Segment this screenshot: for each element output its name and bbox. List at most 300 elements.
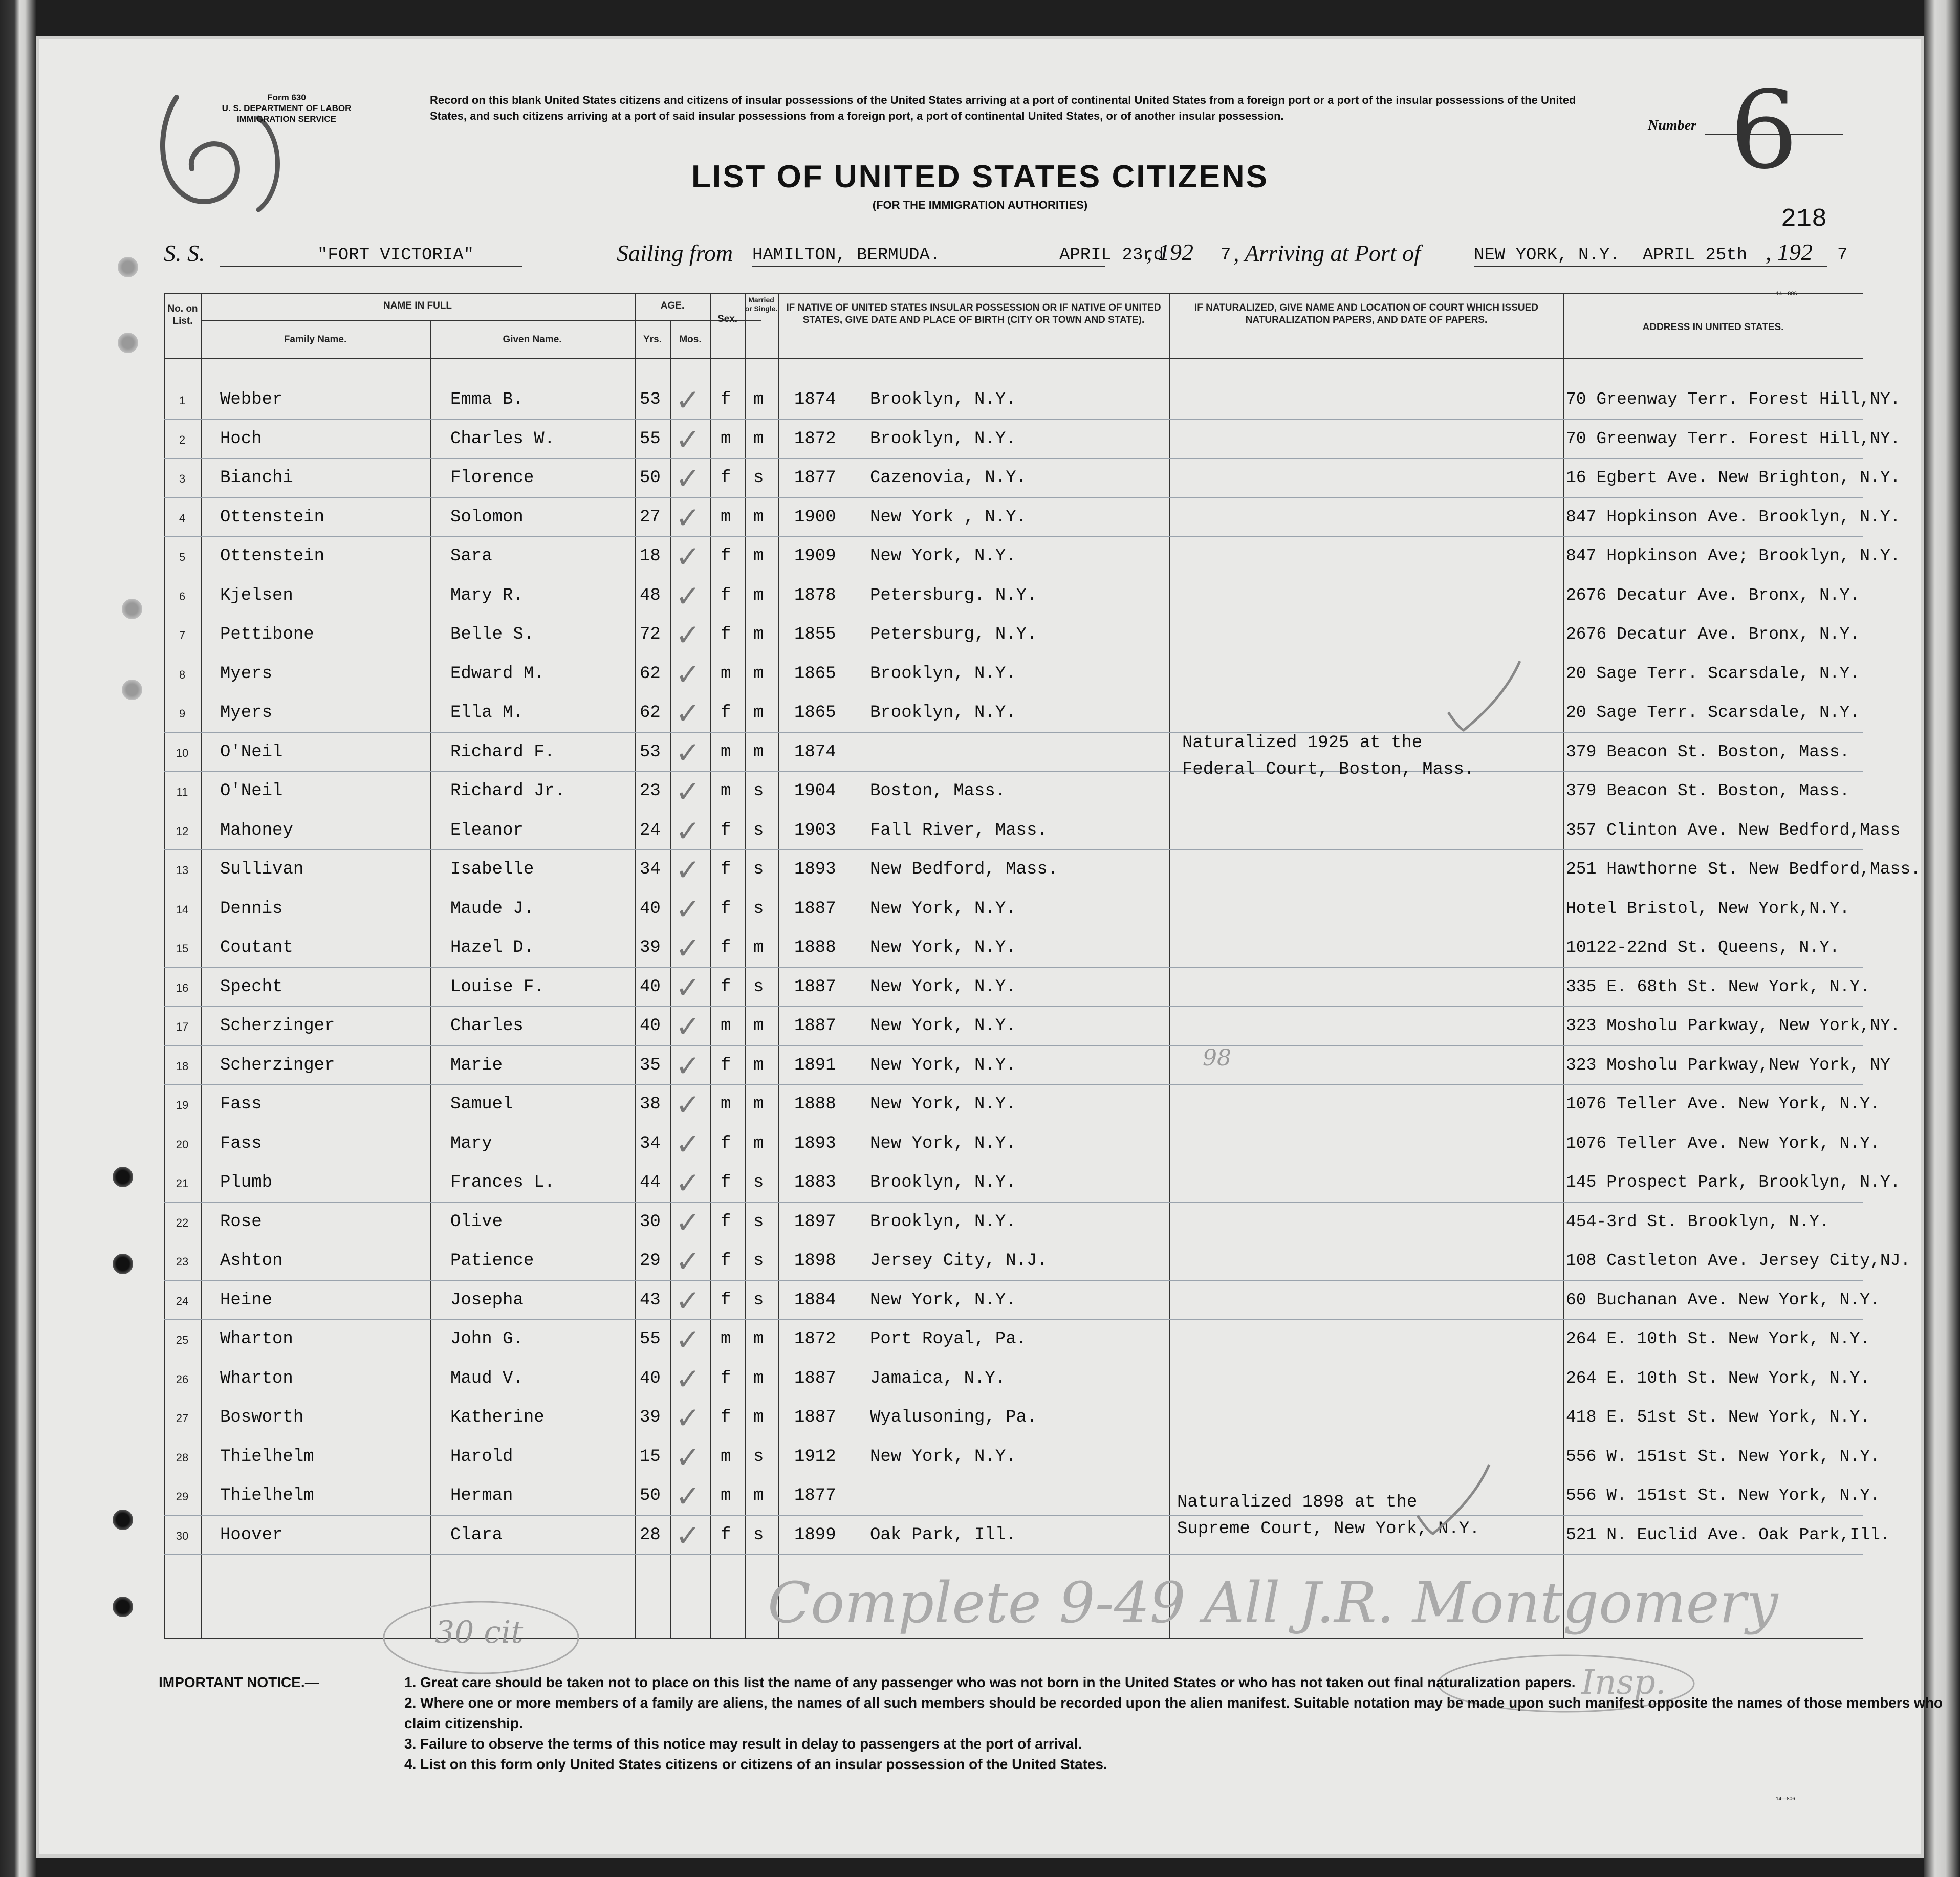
ruled-line — [164, 967, 1863, 968]
naturalized-note-1-line1: Naturalized 1925 at the — [1182, 733, 1423, 753]
cell-given: John G. — [450, 1329, 524, 1349]
cell-address: 521 N. Euclid Ave. Oak Park,Ill. — [1566, 1525, 1890, 1544]
cell-family: Scherzinger — [220, 1016, 335, 1036]
cell-place: New York, N.Y. — [870, 1095, 1016, 1114]
col-line-7 — [778, 293, 779, 1638]
cell-sex: f — [721, 390, 731, 409]
cell-address: 847 Hopkinson Ave. Brooklyn, N.Y. — [1566, 507, 1901, 527]
cell-given: Samuel — [450, 1095, 513, 1114]
table-top-border — [164, 293, 1863, 294]
row-number: 3 — [179, 472, 186, 485]
signature-text: Complete 9-49 All J.R. Montgomery — [768, 1570, 1778, 1635]
punch-hole — [118, 333, 138, 353]
notice-label: IMPORTANT NOTICE.— — [159, 1674, 319, 1690]
col-line-1 — [201, 293, 202, 1638]
cell-family: Plumb — [220, 1173, 273, 1192]
col-line-6 — [745, 293, 746, 1638]
col-line-8 — [1169, 293, 1170, 1638]
cell-ms: s — [753, 899, 764, 919]
punch-hole — [118, 257, 138, 277]
cell-place: Oak Park, Ill. — [870, 1525, 1016, 1545]
cell-sex: m — [721, 1095, 731, 1114]
ruled-line — [164, 419, 1863, 420]
cell-sex: f — [721, 625, 731, 644]
header-birth: IF NATIVE OF UNITED STATES INSULAR POSSESSION OR IF NATIVE OF UNITED STATES, GIVE DATE AND PLACE OF BIRTH (CITY OR TOWN AND STATE). — [786, 302, 1161, 325]
cell-year: 1883 — [794, 1173, 836, 1192]
check-mark: ✓ — [676, 578, 701, 614]
page-edge — [1924, 0, 1960, 1877]
cell-ms: m — [753, 703, 764, 723]
cell-sex: m — [721, 1016, 731, 1036]
cell-place: Petersburg. N.Y. — [870, 585, 1037, 605]
cell-yrs: 39 — [640, 938, 661, 957]
cell-yrs: 40 — [640, 977, 661, 997]
header-married-single: Married or Single. — [745, 296, 778, 313]
cell-given: Herman — [450, 1486, 513, 1505]
row-number: 14 — [176, 903, 189, 916]
punch-hole — [122, 680, 142, 700]
cell-sex: f — [721, 1290, 731, 1310]
cell-given: Edward M. — [450, 664, 545, 684]
cell-place: Cazenovia, N.Y. — [870, 468, 1027, 488]
cell-address: 357 Clinton Ave. New Bedford,Mass — [1566, 820, 1901, 840]
cell-yrs: 72 — [640, 625, 661, 644]
row-number: 5 — [179, 551, 186, 563]
cell-yrs: 50 — [640, 1486, 661, 1505]
cell-place: Boston, Mass. — [870, 781, 1006, 801]
row-number: 26 — [176, 1372, 189, 1386]
cell-family: Mahoney — [220, 820, 293, 840]
punch-hole — [113, 1254, 133, 1274]
cell-given: Florence — [450, 468, 534, 488]
ruled-line — [164, 1554, 1863, 1555]
cell-given: Louise F. — [450, 977, 545, 997]
cell-year: 1874 — [794, 742, 836, 762]
cell-sex: f — [721, 860, 731, 879]
cell-sex: f — [721, 1212, 731, 1232]
ruled-line — [164, 1319, 1863, 1320]
cell-family: Kjelsen — [220, 585, 293, 605]
check-mark: ✓ — [676, 539, 701, 574]
cell-year: 1878 — [794, 585, 836, 605]
arrival-date: APRIL 25th — [1643, 246, 1748, 265]
cell-family: Coutant — [220, 938, 293, 957]
ss-label: S. S. — [164, 240, 205, 266]
cell-address: 10122-22nd St. Queens, N.Y. — [1566, 938, 1840, 957]
cell-address: 60 Buchanan Ave. New York, N.Y. — [1566, 1290, 1880, 1309]
cell-place: New York , N.Y. — [870, 507, 1027, 527]
cell-address: 264 E. 10th St. New York, N.Y. — [1566, 1368, 1870, 1388]
cell-ms: m — [753, 1095, 764, 1114]
cell-given: Clara — [450, 1525, 503, 1545]
punch-hole — [122, 599, 142, 619]
cell-family: Ottenstein — [220, 547, 325, 566]
cell-place: Fall River, Mass. — [870, 820, 1048, 840]
cell-year: 1872 — [794, 429, 836, 449]
check-mark: ✓ — [676, 1439, 701, 1475]
header-family-name: Family Name. — [284, 334, 347, 345]
ship-details-line — [164, 230, 1848, 266]
check-mark: ✓ — [676, 1087, 701, 1122]
cell-family: Wharton — [220, 1368, 293, 1388]
cell-place: New York, N.Y. — [870, 1055, 1016, 1075]
notice-item-4: 4. List on this form only United States citizens or citizens of an insular possession of the United States. — [404, 1756, 1107, 1772]
punch-hole — [113, 1510, 133, 1530]
header-no-on-list: No. on List. — [167, 303, 198, 326]
check-mark: ✓ — [676, 774, 701, 809]
check-mark: ✓ — [676, 1283, 701, 1318]
cell-address: 418 E. 51st St. New York, N.Y. — [1566, 1408, 1870, 1427]
check-mark: ✓ — [676, 931, 701, 966]
cell-ms: m — [753, 625, 764, 644]
cell-place: New York, N.Y. — [870, 547, 1016, 566]
cell-given: Charles — [450, 1016, 524, 1036]
cell-address: 70 Greenway Terr. Forest Hill,NY. — [1566, 390, 1901, 409]
check-mark: ✓ — [676, 1009, 701, 1044]
cell-family: Heine — [220, 1290, 273, 1310]
cell-sex: m — [721, 429, 731, 449]
row-number: 2 — [179, 433, 186, 446]
cell-ms: m — [753, 742, 764, 762]
row-number: 27 — [176, 1412, 189, 1425]
cell-given: Josepha — [450, 1290, 524, 1310]
cell-family: Thielhelm — [220, 1486, 314, 1505]
row-number: 22 — [176, 1216, 189, 1229]
cell-address: 556 W. 151st St. New York, N.Y. — [1566, 1447, 1880, 1466]
cell-family: Dennis — [220, 899, 283, 919]
cell-yrs: 40 — [640, 1368, 661, 1388]
cell-place: Petersburg, N.Y. — [870, 625, 1037, 644]
check-mark: ✓ — [676, 657, 701, 692]
cell-family: Specht — [220, 977, 283, 997]
col-line-3 — [635, 293, 636, 1638]
cell-sex: f — [721, 1251, 731, 1271]
cell-sex: f — [721, 703, 731, 723]
cell-place: New York, N.Y. — [870, 1290, 1016, 1310]
col-line-2 — [430, 320, 431, 1638]
cell-yrs: 44 — [640, 1173, 661, 1192]
cell-yrs: 35 — [640, 1055, 661, 1075]
arrival-underline — [1474, 266, 1827, 267]
ruled-line — [164, 1084, 1863, 1085]
page-title: LIST OF UNITED STATES CITIZENS — [691, 159, 1269, 194]
row-number: 15 — [176, 942, 189, 955]
cell-given: Maud V. — [450, 1368, 524, 1388]
inspector-text: Insp. — [1581, 1663, 1666, 1702]
ruled-line — [164, 849, 1863, 850]
cell-address: 335 E. 68th St. New York, N.Y. — [1566, 977, 1870, 996]
col-line-9 — [1563, 293, 1564, 1638]
check-mark: ✓ — [676, 1048, 701, 1083]
cell-given: Solomon — [450, 507, 524, 527]
check-mark: ✓ — [676, 1361, 701, 1396]
check-mark: ✓ — [676, 853, 701, 887]
cell-yrs: 53 — [640, 390, 661, 409]
cell-ms: s — [753, 1251, 764, 1271]
sailing-label: Sailing from — [617, 240, 733, 266]
check-mark: ✓ — [676, 696, 701, 731]
cell-family: Pettibone — [220, 625, 314, 644]
cell-address: 264 E. 10th St. New York, N.Y. — [1566, 1329, 1870, 1348]
cell-address: 20 Sage Terr. Scarsdale, N.Y. — [1566, 703, 1860, 722]
arrival-port: NEW YORK, N.Y. — [1474, 246, 1620, 265]
cell-ms: m — [753, 1408, 764, 1427]
cell-ms: m — [753, 547, 764, 566]
cell-given: Emma B. — [450, 390, 524, 409]
cell-yrs: 43 — [640, 1290, 661, 1310]
cell-sex: m — [721, 1486, 731, 1505]
departure-year-digit: 7 — [1221, 246, 1231, 265]
notice-item-3: 3. Failure to observe the terms of this notice may result in delay to passengers at the port of arrival. — [404, 1736, 1082, 1752]
cell-address: 1076 Teller Ave. New York, N.Y. — [1566, 1133, 1880, 1153]
cell-year: 1872 — [794, 1329, 836, 1349]
row-number: 9 — [179, 707, 186, 720]
check-mark: ✓ — [676, 735, 701, 770]
cell-ms: s — [753, 977, 764, 997]
col-line-5 — [710, 293, 711, 1638]
cell-sex: m — [721, 664, 731, 684]
naturalized-note-1 — [1182, 730, 1474, 783]
arrival-year-prefix: , 192 — [1766, 239, 1813, 265]
cell-given: Richard Jr. — [450, 781, 565, 801]
cell-address: 2676 Decatur Ave. Bronx, N.Y. — [1566, 585, 1860, 605]
cell-ms: s — [753, 1525, 764, 1545]
page-subtitle: (FOR THE IMMIGRATION AUTHORITIES) — [872, 199, 1088, 211]
cell-address: 251 Hawthorne St. New Bedford,Mass. — [1566, 860, 1921, 879]
cell-yrs: 40 — [640, 1016, 661, 1036]
punch-hole — [113, 1597, 133, 1617]
cell-ms: m — [753, 1016, 764, 1036]
arrival-year-digit: 7 — [1837, 246, 1848, 265]
cell-family: Rose — [220, 1212, 262, 1232]
cell-family: Myers — [220, 664, 273, 684]
cell-place: Brooklyn, N.Y. — [870, 1173, 1016, 1192]
cell-yrs: 15 — [640, 1447, 661, 1467]
cell-family: Bosworth — [220, 1408, 304, 1427]
col-line-0 — [164, 293, 165, 1638]
cell-family: Thielhelm — [220, 1447, 314, 1467]
cell-given: Charles W. — [450, 429, 555, 449]
cell-yrs: 55 — [640, 429, 661, 449]
cell-address: 454-3rd St. Brooklyn, N.Y. — [1566, 1212, 1830, 1231]
cell-family: Scherzinger — [220, 1055, 335, 1075]
cell-yrs: 53 — [640, 742, 661, 762]
row-number: 7 — [179, 629, 186, 642]
binding-edge — [0, 0, 36, 1877]
cell-yrs: 48 — [640, 585, 661, 605]
row-number: 29 — [176, 1490, 189, 1503]
cell-address: 20 Sage Terr. Scarsdale, N.Y. — [1566, 664, 1860, 683]
cell-given: Patience — [450, 1251, 534, 1271]
cell-address: 2676 Decatur Ave. Bronx, N.Y. — [1566, 625, 1860, 644]
pencil-mark-98: 98 — [1203, 1045, 1231, 1071]
cell-yrs: 29 — [640, 1251, 661, 1271]
check-mark: ✓ — [676, 1401, 701, 1435]
form-identifier — [169, 92, 404, 124]
cell-given: Harold — [450, 1447, 513, 1467]
cell-sex: f — [721, 1055, 731, 1075]
cell-place: New York, N.Y. — [870, 977, 1016, 997]
cell-year: 1909 — [794, 547, 836, 566]
cell-family: Fass — [220, 1095, 262, 1114]
cell-year: 1865 — [794, 664, 836, 684]
cell-year: 1893 — [794, 860, 836, 879]
cell-address: 379 Beacon St. Boston, Mass. — [1566, 781, 1850, 800]
cell-year: 1888 — [794, 1095, 836, 1114]
cell-given: Marie — [450, 1055, 503, 1075]
cell-year: 1891 — [794, 1055, 836, 1075]
row-number: 12 — [176, 824, 189, 838]
ruled-line — [164, 1006, 1863, 1007]
cell-yrs: 27 — [640, 507, 661, 527]
check-mark: ✓ — [676, 1126, 701, 1162]
cell-sex: f — [721, 1133, 731, 1153]
cell-ms: s — [753, 1173, 764, 1192]
cell-family: Myers — [220, 703, 273, 723]
cell-year: 1888 — [794, 938, 836, 957]
col-line-4 — [670, 320, 671, 1638]
cell-ms: s — [753, 820, 764, 840]
check-mark: ✓ — [676, 891, 701, 927]
ruled-line — [164, 1045, 1863, 1046]
cell-given: Mary R. — [450, 585, 524, 605]
cell-ms: m — [753, 1133, 764, 1153]
cell-place: New York, N.Y. — [870, 899, 1016, 919]
row-number: 11 — [176, 785, 188, 798]
check-mark: ✓ — [676, 618, 701, 652]
cell-sex: f — [721, 1173, 731, 1192]
row-number: 17 — [176, 1020, 189, 1033]
cell-year: 1887 — [794, 899, 836, 919]
cell-sex: f — [721, 547, 731, 566]
name-header-divider — [201, 320, 761, 321]
cell-year: 1897 — [794, 1212, 836, 1232]
check-mark: ✓ — [676, 461, 701, 496]
cell-ms: m — [753, 1329, 764, 1349]
row-number: 25 — [176, 1334, 189, 1346]
cell-given: Frances L. — [450, 1173, 555, 1192]
number-label: Number — [1648, 118, 1696, 134]
cell-given: Belle S. — [450, 625, 534, 644]
cell-place: Brooklyn, N.Y. — [870, 703, 1016, 723]
cell-yrs: 62 — [640, 703, 661, 723]
arriving-label: , Arriving at Port of — [1233, 240, 1421, 266]
page-code: 218 — [1781, 205, 1827, 234]
cell-place: Brooklyn, N.Y. — [870, 429, 1016, 449]
cell-year: 1900 — [794, 507, 836, 527]
cell-place: Brooklyn, N.Y. — [870, 664, 1016, 684]
cell-address: 379 Beacon St. Boston, Mass. — [1566, 742, 1850, 761]
header-yrs: Yrs. — [643, 334, 662, 345]
check-mark: ✓ — [676, 1322, 701, 1357]
cell-yrs: 34 — [640, 860, 661, 879]
check-mark: ✓ — [676, 422, 701, 457]
cell-family: O'Neil — [220, 781, 283, 801]
cell-family: Sullivan — [220, 860, 304, 879]
cell-yrs: 50 — [640, 468, 661, 488]
header-age: AGE. — [660, 300, 685, 311]
cell-sex: f — [721, 585, 731, 605]
cell-yrs: 30 — [640, 1212, 661, 1232]
check-mark: ✓ — [676, 1479, 701, 1514]
header-mos: Mos. — [679, 334, 702, 345]
cell-place: New York, N.Y. — [870, 1133, 1016, 1153]
cell-place: New York, N.Y. — [870, 938, 1016, 957]
cell-year: 1903 — [794, 820, 836, 840]
check-mark: ✓ — [676, 970, 701, 1005]
service-name: IMMIGRATION SERVICE — [237, 114, 336, 124]
header-naturalized: IF NATURALIZED, GIVE NAME AND LOCATION OF COURT WHICH ISSUED NATURALIZATION PAPERS, AND DATE OF PAPERS. — [1194, 302, 1538, 325]
cell-ms: s — [753, 1447, 764, 1467]
cell-given: Isabelle — [450, 860, 534, 879]
sailing-from: HAMILTON, BERMUDA. — [752, 246, 941, 265]
cell-given: Hazel D. — [450, 938, 534, 957]
row-number: 28 — [176, 1451, 189, 1464]
cell-family: Hoover — [220, 1525, 283, 1545]
cell-address: 323 Mosholu Parkway,New York, NY — [1566, 1055, 1890, 1075]
handwritten-list-number: 6 — [1730, 68, 1798, 193]
count-note: 30 cit — [435, 1614, 524, 1650]
cell-place: New Bedford, Mass. — [870, 860, 1058, 879]
cell-sex: f — [721, 1408, 731, 1427]
cell-yrs: 62 — [640, 664, 661, 684]
cell-sex: f — [721, 820, 731, 840]
cell-year: 1887 — [794, 1016, 836, 1036]
cell-yrs: 18 — [640, 547, 661, 566]
cell-sex: f — [721, 938, 731, 957]
ship-name-underline — [220, 266, 522, 267]
cell-given: Katherine — [450, 1408, 545, 1427]
row-number: 16 — [176, 981, 189, 994]
punch-hole — [113, 1167, 133, 1187]
row-number: 21 — [176, 1177, 189, 1190]
row-number: 13 — [176, 864, 189, 877]
cell-family: Bianchi — [220, 468, 293, 488]
cell-place: Jersey City, N.J. — [870, 1251, 1048, 1271]
header-given-name: Given Name. — [503, 334, 562, 345]
check-mark: ✓ — [676, 1518, 701, 1553]
naturalized-note-2-line1: Naturalized 1898 at the — [1177, 1493, 1418, 1512]
cell-place: New York, N.Y. — [870, 1447, 1016, 1467]
ruled-line — [164, 458, 1863, 459]
cell-sex: f — [721, 977, 731, 997]
header-name-in-full: NAME IN FULL — [383, 300, 452, 311]
cell-ms: m — [753, 429, 764, 449]
header-sex: Sex. — [717, 314, 738, 324]
cell-year: 1865 — [794, 703, 836, 723]
cell-place: Wyalusoning, Pa. — [870, 1408, 1037, 1427]
check-mark: ✓ — [676, 500, 701, 535]
cell-sex: m — [721, 1447, 731, 1467]
row-number: 10 — [176, 746, 189, 759]
cell-year: 1887 — [794, 1408, 836, 1427]
cell-place: Jamaica, N.Y. — [870, 1368, 1006, 1388]
cell-place: Brooklyn, N.Y. — [870, 390, 1016, 409]
notice-item-1: 1. Great care should be taken not to place on this list the name of any passenger who was not born in the United States or who has not taken out final naturalization papers. — [404, 1674, 1576, 1690]
cell-year: 1887 — [794, 977, 836, 997]
ruled-line — [164, 536, 1863, 537]
cell-sex: f — [721, 1368, 731, 1388]
cell-yrs: 38 — [640, 1095, 661, 1114]
check-mark: ✓ — [676, 383, 701, 418]
cell-given: Sara — [450, 547, 492, 566]
footer-printer-code: 14—806 — [1776, 1796, 1795, 1802]
cell-ms: s — [753, 1212, 764, 1232]
cell-ms: s — [753, 860, 764, 879]
row-number: 23 — [176, 1255, 189, 1268]
cell-year: 1904 — [794, 781, 836, 801]
header-address: ADDRESS IN UNITED STATES. — [1642, 322, 1784, 333]
